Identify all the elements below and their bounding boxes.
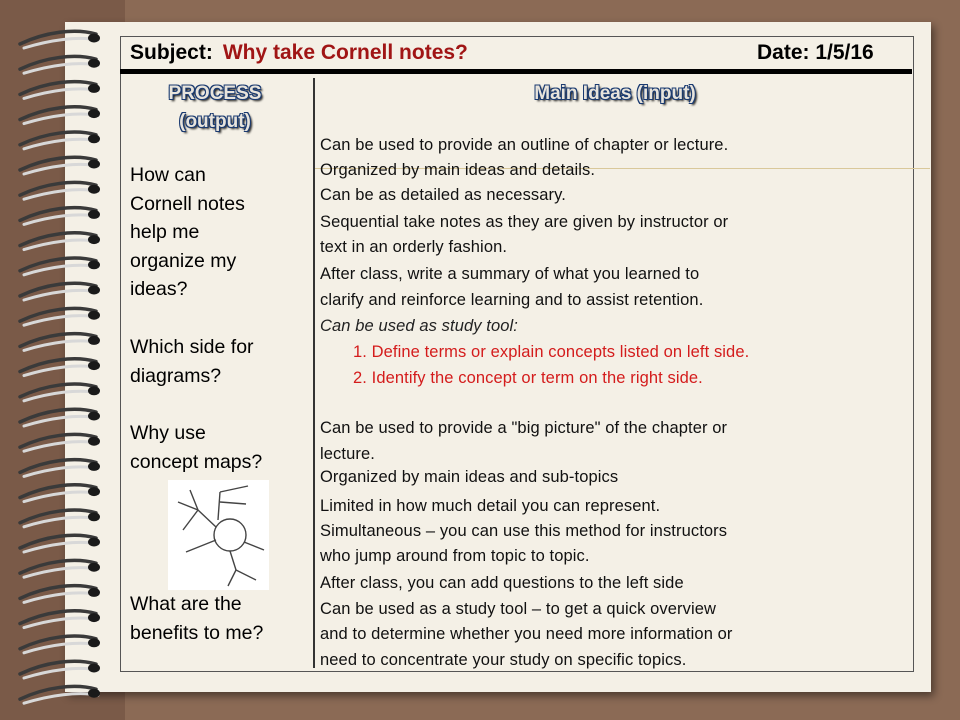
note-line: need to concentrate your study on specific topics.: [320, 651, 687, 669]
note-line: After class, you can add questions to the left side: [320, 574, 684, 592]
note-line: After class, write a summary of what you learned to: [320, 265, 700, 283]
coil-ring-icon: [20, 157, 100, 174]
coil-ring-icon: [20, 31, 100, 48]
note-line: Can be used as a study tool – to get a quick overview: [320, 600, 717, 618]
note-line: Can be as detailed as necessary.: [320, 186, 566, 204]
coil-ring-icon: [20, 661, 100, 678]
note-line: Limited in how much detail you can represent.: [320, 497, 661, 515]
coil-ring-icon: [20, 208, 100, 225]
coil-ring-icon: [20, 182, 100, 199]
coil-ring-icon: [20, 560, 100, 577]
coil-ring-icon: [20, 409, 100, 426]
question-line: Which side for: [130, 336, 254, 358]
note-line: text in an orderly fashion.: [320, 238, 508, 256]
concept-map-sketch-icon: [168, 480, 269, 590]
right-column-heading: Main Ideas (input): [534, 83, 696, 104]
note-line: clarify and reinforce learning and to assist retention.: [320, 291, 704, 309]
coil-ring-icon: [20, 535, 100, 552]
note-line: Can be used to provide a "big picture" of the chapter or: [320, 419, 728, 437]
note-line: and to determine whether you need more information or: [320, 625, 733, 643]
coil-ring-icon: [20, 359, 100, 376]
coil-ring-icon: [20, 107, 100, 124]
note-line: Organized by main ideas and sub-topics: [320, 468, 619, 486]
question-line: concept maps?: [130, 450, 263, 473]
question-line: ideas?: [130, 278, 188, 300]
left-heading-process: PROCESS: [168, 83, 262, 104]
note-line: Sequential take notes as they are given by instructor or: [320, 213, 729, 231]
note-line: Organized by main ideas and details.: [320, 161, 596, 179]
coil-ring-icon: [20, 283, 100, 300]
coil-ring-icon: [20, 308, 100, 325]
coil-ring-icon: [20, 611, 100, 628]
date-label: Date: 1/5/16: [757, 41, 874, 64]
coil-ring-icon: [20, 82, 100, 99]
question-3: [130, 419, 262, 476]
question-line: diagrams?: [130, 364, 222, 387]
question-line: Cornell notes: [130, 192, 245, 215]
coil-ring-icon: [20, 586, 100, 603]
coil-ring-icon: [20, 460, 100, 477]
question-line: organize my: [130, 249, 237, 272]
note-line-red: 1. Define terms or explain concepts listed on left side.: [353, 343, 750, 361]
coil-ring-icon: [20, 686, 100, 703]
coil-ring-icon: [20, 485, 100, 502]
left-column-heading: [130, 80, 300, 136]
coil-ring-icon: [20, 258, 100, 275]
subject-value: Why take Cornell notes?: [222, 41, 468, 64]
question-line: How can: [130, 164, 206, 186]
question-line: What are the: [130, 593, 242, 615]
question-line: Why use: [130, 422, 206, 444]
question-4: [130, 590, 263, 647]
subject-label: Subject:: [130, 41, 213, 64]
question-line: benefits to me?: [130, 621, 264, 644]
coil-ring-icon: [20, 56, 100, 73]
coil-ring-icon: [20, 132, 100, 149]
coil-ring-icon: [20, 636, 100, 653]
note-line: who jump around from topic to topic.: [320, 547, 590, 565]
question-1: [130, 161, 245, 304]
coil-ring-icon: [20, 510, 100, 527]
coil-ring-icon: [20, 233, 100, 250]
coil-ring-icon: [20, 384, 100, 401]
note-line: Can be used to provide an outline of chapter or lecture.: [320, 136, 729, 154]
question-2: [130, 333, 254, 390]
column-divider: [313, 78, 315, 668]
left-heading-output: (output): [179, 111, 251, 132]
spiral-binding-icon: [0, 0, 120, 720]
coil-ring-icon: [20, 334, 100, 351]
note-line: lecture.: [320, 445, 375, 463]
subject-line: [130, 41, 468, 65]
note-line: Simultaneous – you can use this method for instructors: [320, 522, 728, 540]
coil-ring-icon: [20, 434, 100, 451]
note-line-red: 2. Identify the concept or term on the right side.: [353, 369, 703, 387]
note-line: Can be used as study tool:: [320, 317, 518, 335]
question-line: help me: [130, 221, 200, 243]
